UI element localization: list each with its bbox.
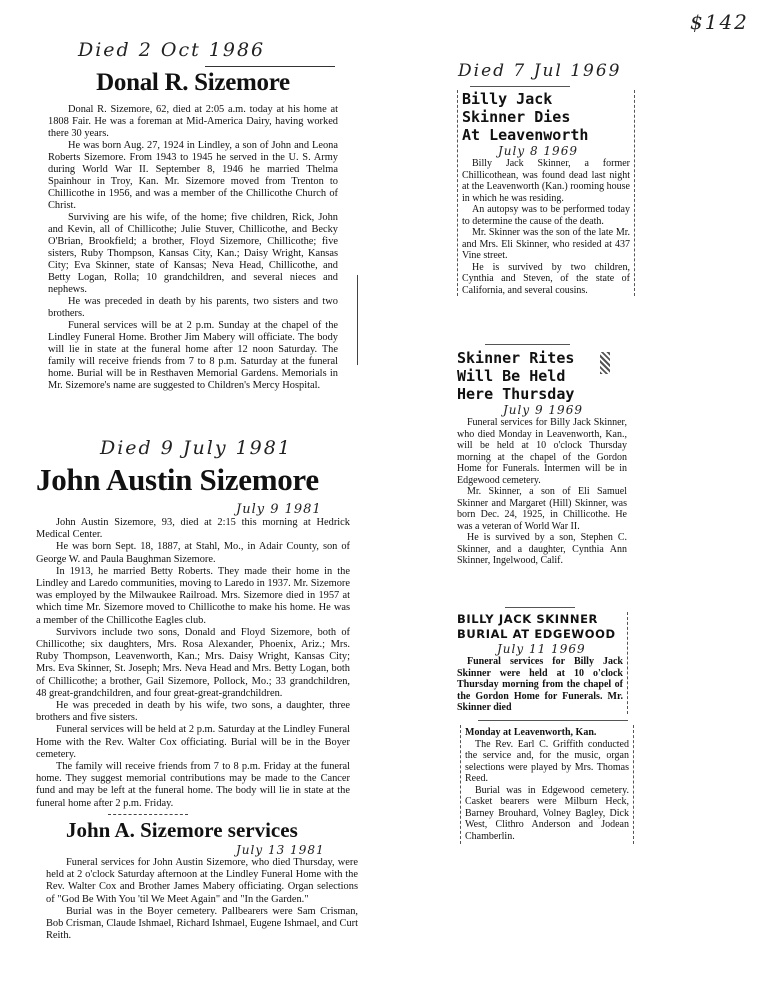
- paragraph: He was preceded in death by his wife, two sons, a daughter, three brothers and five sisters.: [36, 700, 350, 724]
- handwritten-date-annotation: July 9 1981: [236, 502, 322, 517]
- paragraph: Funeral services for Billy Jack Skinner were held at 10 o'clock Thursday morning from the chapel of the Gordon Home for Funerals. Mr. Skinner died: [457, 656, 623, 713]
- page-number-note: $142: [690, 10, 749, 34]
- paragraph: Donal R. Sizemore, 62, died at 2:05 a.m. today at his home at 1808 Fair. He was a foreman at Mid-America Dairy, having worked there 30 years.: [48, 104, 338, 139]
- article-body: [48, 104, 338, 392]
- headline: Donal R. Sizemore: [96, 69, 290, 96]
- paragraph: Funeral services for John Austin Sizemore, who died Thursday, were held at 2 o'clock Saturday afternoon at the Lindley Funeral Home with the Rev. Walter Cox and Brother James Mabery officiating. Organ selections of "God Be With You 'til We Meet Again" and "In the Garden.": [46, 857, 358, 905]
- headline-line: BURIAL AT EDGEWOOD: [457, 627, 616, 641]
- article-body: [46, 857, 358, 942]
- headline-line: Here Thursday: [457, 385, 575, 403]
- article-body: [462, 158, 630, 296]
- handwritten-date-annotation: July 11 1969: [497, 642, 586, 656]
- paragraph: Monday at Leavenworth, Kan.: [465, 727, 597, 738]
- obituary-john-austin-sizemore: [36, 462, 350, 810]
- paragraph: John Austin Sizemore, 93, died at 2:15 this morning at Hedrick Medical Center.: [36, 517, 350, 541]
- handwritten-died-date-john: Died 9 July 1981: [100, 437, 292, 459]
- handwritten-died-date-billy: Died 7 Jul 1969: [458, 61, 622, 81]
- divider-rule: [485, 344, 570, 345]
- headline-line: Skinner Rites: [457, 349, 575, 367]
- article-body: [457, 417, 627, 567]
- handwritten-date-annotation: July 13 1981: [236, 843, 325, 857]
- divider-rule: [108, 814, 188, 815]
- headline-line: Will Be Held: [457, 367, 566, 385]
- paragraph: Mr. Skinner was the son of the late Mr. and Mrs. Eli Skinner, who resided at 437 Vine street.: [462, 227, 630, 261]
- paragraph: Mr. Skinner, a son of Eli Samuel Skinner and Margaret (Hill) Skinner, was born Dec. 24, 1925, in Chillicothe. He was a veteran of World War II.: [457, 486, 627, 532]
- paragraph: He was born Sept. 18, 1887, at Stahl, Mo., in Adair County, son of George W. and Paula Baughman Sizemore.: [36, 541, 350, 565]
- article-billy-skinner-burial-continued: [460, 725, 634, 844]
- paragraph: He is survived by two children, Cynthia and Steven, of the state of California, and several cousins.: [462, 261, 630, 296]
- headline-line: BILLY JACK SKINNER: [457, 612, 599, 626]
- headline-line: Skinner Dies: [462, 108, 571, 126]
- paragraph: Burial was in Edgewood cemetery. Casket bearers were Milburn Heck, Barney Brouhard, Volney Bagley, Dick West, Clithro Anderson and Jodean Chamberlin.: [465, 784, 629, 842]
- divider-rule: [478, 720, 628, 721]
- paragraph: Funeral services will be held at 2 p.m. Saturday at the Lindley Funeral Home with the Rev. Walter Cox officiating. Burial will be in the Boyer cemetery.: [36, 724, 350, 760]
- paragraph: He was preceded in death by his parents, two sisters and two brothers.: [48, 296, 338, 319]
- headline: John Austin Sizemore: [36, 462, 319, 497]
- paragraph: In 1913, he married Betty Roberts. They made their home in the Lindley and Laredo communities, moving to Laredo in 1937. Mr. Sizemore was employed by the Milwaukee Railroad. Mrs. Sizemore died in 1957 at which time Mr. Sizemore moved to Chillicothe to make his home. He was a member of the Chillicothe Eagles club.: [36, 565, 350, 626]
- clipping-edge-line: [357, 275, 358, 365]
- paragraph: Burial was in the Boyer cemetery. Pallbearers were Sam Crisman, Bob Crisman, Claude Ishmael, Richard Ishmael, Eugene Ishmael, and Curt Reith.: [46, 905, 358, 942]
- headline: [457, 612, 623, 642]
- paragraph: Funeral services for Billy Jack Skinner, who died Monday in Leavenworth, Kan., will be held at 10 o'clock Thursday morning at the chapel of the Gordon Home for Funerals. Intermen will be in Edgewood cemetery.: [457, 417, 627, 486]
- handwritten-date-annotation: July 8 1969: [498, 144, 578, 158]
- divider-rule: [205, 66, 335, 67]
- handwritten-date-annotation: July 9 1969: [503, 403, 583, 417]
- paragraph: The family will receive friends from 7 to 8 p.m. Friday at the funeral home. They suggest memorial contributions may be made to the Cancer fund and may be left at the funeral home. The body will lie in state at the funeral home after 2 p.m. Friday.: [36, 761, 350, 809]
- article-body: [36, 517, 350, 810]
- article-skinner-rites: [457, 349, 627, 567]
- divider-rule: [505, 607, 575, 608]
- headline: [462, 90, 630, 144]
- headline-line: Billy Jack: [462, 90, 553, 108]
- article-body-part-2: [465, 727, 629, 842]
- paragraph: He was born Aug. 27, 1924 in Lindley, a son of John and Leona Roberts Sizemore. From 1943 to 1945 he served in the U. S. Army during World War II. September 8, 1946 he married Thelma Spainhour in Troy, Kan. Mr. Sizemore moved from Trenton to Chillicothe in 1956, and was a member of the Chillicothe Church of Christ.: [48, 140, 338, 211]
- article-john-sizemore-services: [46, 818, 358, 942]
- paragraph: Surviving are his wife, of the home; five children, Rick, John and Kevin, all of Chillicothe; Julie Stuver, Chillicothe, and Becky O'Brian, Brookfield; a brother, Floyd Sizemore, Chillicothe; five sisters, Ruby Thompson, Kansas City, Kan.; Daisy Wright, Kansas City; Eva Skinner, state of Kansas; Neva Head, Chillicothe, and Betty Logan, Rolla; 10 grandchildren, and several nieces and nephews.: [48, 212, 338, 295]
- paragraph: An autopsy was to be performed today to determine the cause of the death.: [462, 204, 630, 227]
- headline: [457, 349, 627, 403]
- divider-rule: [470, 86, 570, 87]
- article-billy-skinner-dies: [457, 90, 635, 296]
- paragraph: Billy Jack Skinner, a former Chillicothean, was found dead last night at the Leavenworth (Kan.) rooming house in which he was residing.: [462, 158, 630, 204]
- headline-line: At Leavenworth: [462, 126, 589, 144]
- paragraph: Survivors include two sons, Donald and Floyd Sizemore, both of Chillicothe; six daughters, Mrs. Rosa Alexander, Phoenix, Ariz.; Mrs. Ruby Thompson, Leavenworth, Kan.; Mrs. Daisy Wright, Kansas City; Mrs. Eva Skinner, St. Joseph; Mrs. Neva Head and Mrs. Betty Logan, both of Chillicothe; a brother, Gail Sizemore, Pollock, Mo.; 33 grandchildren, 48 great-grandchildren, and four great-great-grandchildren.: [36, 626, 350, 699]
- article-body-part-1: [457, 656, 623, 714]
- handwritten-died-date-donal: Died 2 Oct 1986: [78, 39, 266, 61]
- article-billy-skinner-burial: [457, 612, 628, 714]
- headline: John A. Sizemore services: [66, 818, 298, 842]
- obituary-donal-sizemore: [48, 68, 338, 392]
- paragraph: Funeral services will be at 2 p.m. Sunday at the chapel of the Lindley Funeral Home. Brother Jim Mabery will officiate. The body will lie in state at the funeral home after 12 noon Saturday. The family will receive friends from 7 to 8 p.m. Saturday at the funeral home. Burial will be in Resthaven Memorial Gardens. Memorials in Mr. Sizemore's name are suggested to Children's Mercy Hospital.: [48, 320, 338, 391]
- paragraph: The Rev. Earl C. Griffith conducted the service and, for the music, organ selections were played by Mrs. Thomas Reed.: [465, 738, 629, 784]
- paragraph: He is survived by a son, Stephen C. Skinner, and a daughter, Cynthia Ann Skinner, Ingelwood, Calif.: [457, 532, 627, 566]
